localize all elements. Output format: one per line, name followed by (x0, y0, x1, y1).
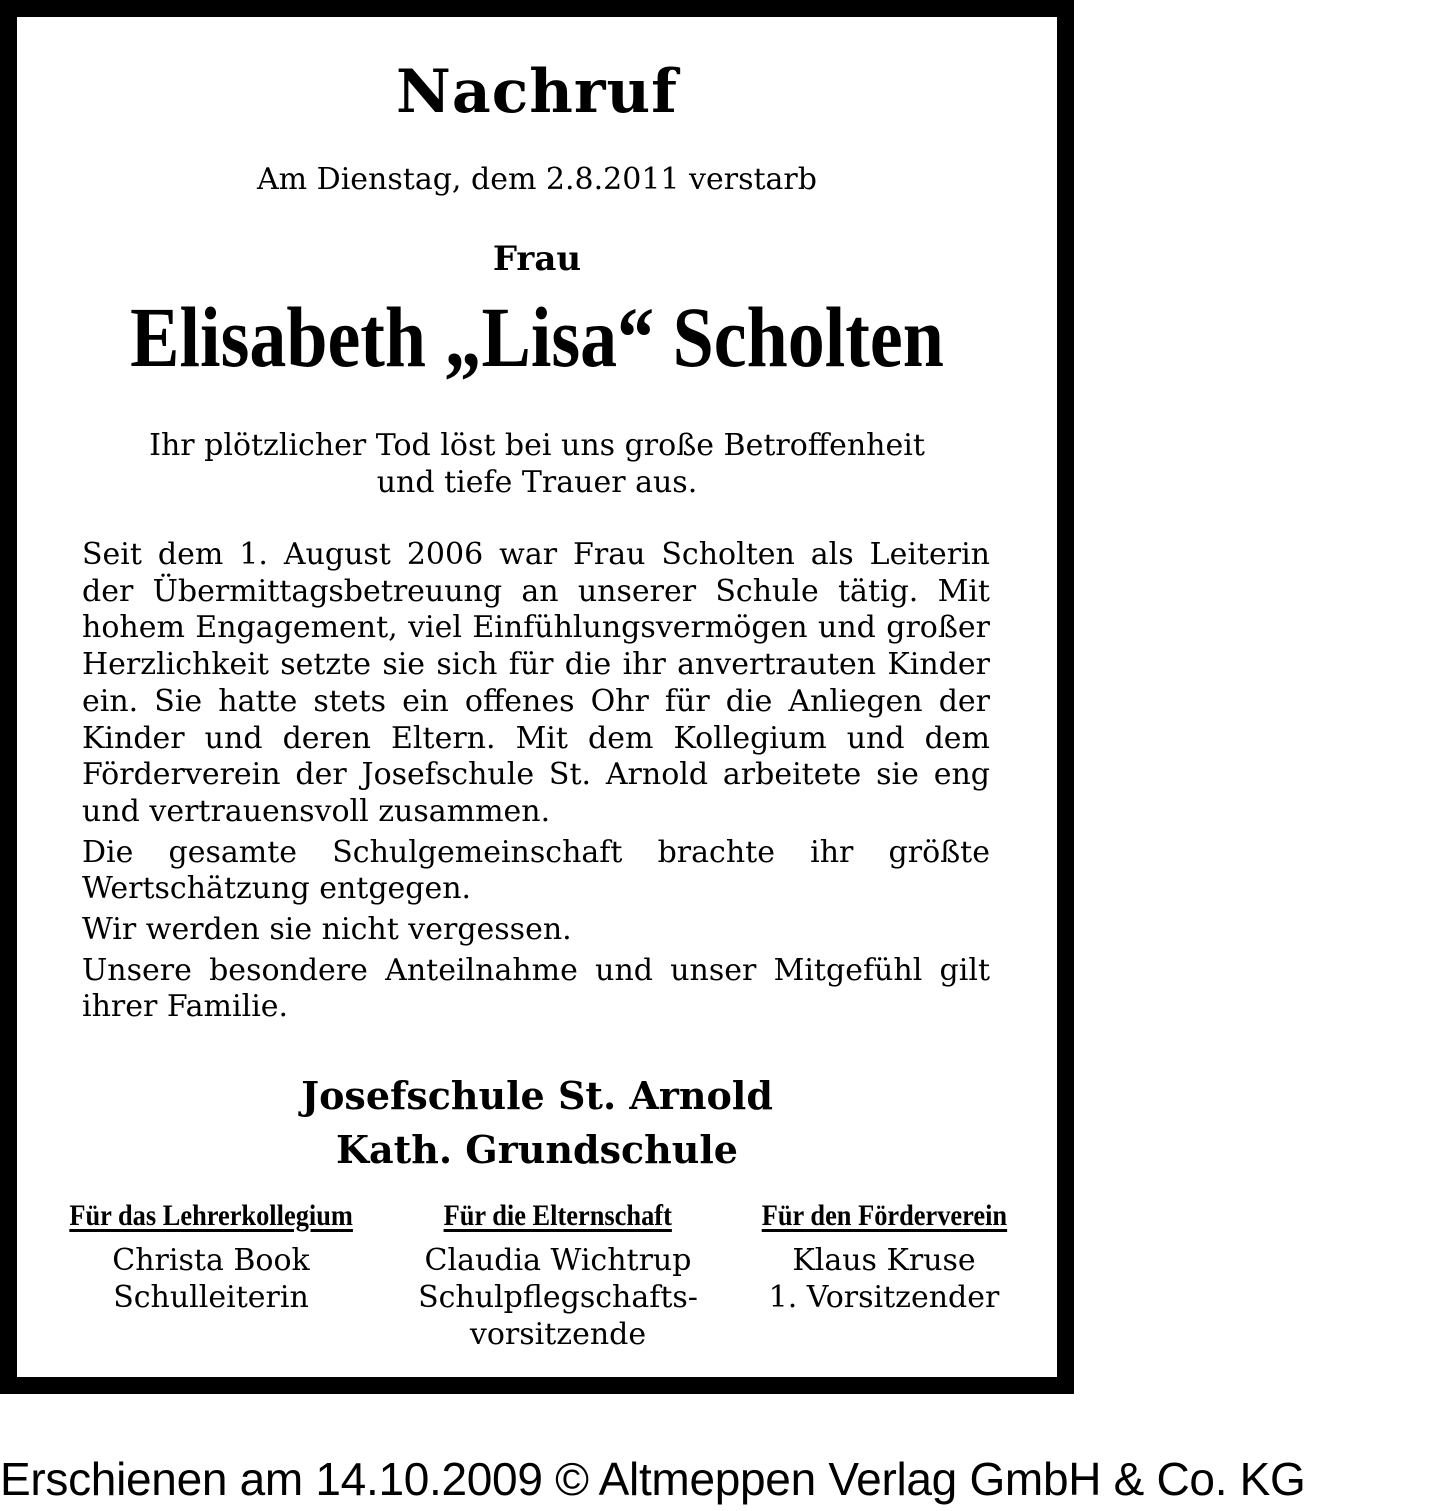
signatory-role: Schulpflegschafts- (418, 1280, 698, 1315)
school-block (17, 1069, 1057, 1177)
school-type: Kath. Grundschule (336, 1127, 738, 1172)
signatory-name: Klaus Kruse (792, 1243, 976, 1278)
signatory-name: Claudia Wichtrup (424, 1243, 692, 1278)
deceased-name: Elisabeth „Lisa“ Scholten (130, 289, 944, 385)
body-paragraph: Wir werden sie nicht vergessen. (82, 912, 572, 948)
signature-heading: Für das Lehrerkollegium (69, 1199, 353, 1232)
signature-heading: Für die Elternschaft (443, 1199, 673, 1232)
notice-title: Nachruf (396, 57, 678, 127)
salutation: Frau (492, 239, 582, 279)
signature-teachers (41, 1197, 381, 1316)
signature-parents (393, 1197, 723, 1353)
body-text (82, 537, 990, 1030)
signatory-role: 1. Vorsitzender (768, 1280, 1000, 1315)
body-paragraph: Die gesamte Schulgemeinschaft brachte ihr größte Wertschätzung entgegen. (82, 834, 990, 907)
death-date-line: Am Dienstag, dem 2.8.2011 verstarb (257, 162, 817, 197)
signatory-role: Schulleiterin (113, 1280, 309, 1315)
intro-line: und tiefe Trauer aus. (376, 465, 698, 500)
intro-text (17, 427, 1057, 501)
body-paragraph: Seit dem 1. August 2006 war Frau Scholten als Leiterin der Übermittagsbetreuung an unserer Schule tätig. Mit hohem Engagement, viel Einfühlungsvermögen und großer Herzlichkeit setzte sie sich für die ihr anvertrauten Kinder ein. Sie hatte stets ein offenes Ohr für die Anliegen der Kinder und deren Eltern. Mit dem Kollegium und dem Förderverein der Josefschule St. Arnold arbeitete sie eng und vertrauensvoll zusammen. (82, 537, 990, 829)
signatory-name: Christa Book (112, 1243, 310, 1278)
body-paragraph: Unsere besondere Anteilnahme und unser Mitgefühl gilt ihrer Familie. (82, 952, 990, 1025)
school-name: Josefschule St. Arnold (301, 1073, 773, 1118)
signature-heading: Für den Förderverein (761, 1199, 1007, 1232)
intro-line: Ihr plötzlicher Tod löst bei uns große Betroffenheit (149, 428, 925, 463)
publication-footer: Erschienen am 14.10.2009 © Altmeppen Verlag GmbH & Co. KG (0, 1453, 1306, 1505)
signatory-role: vorsitzende (469, 1317, 647, 1352)
signature-support-association (729, 1197, 1039, 1316)
